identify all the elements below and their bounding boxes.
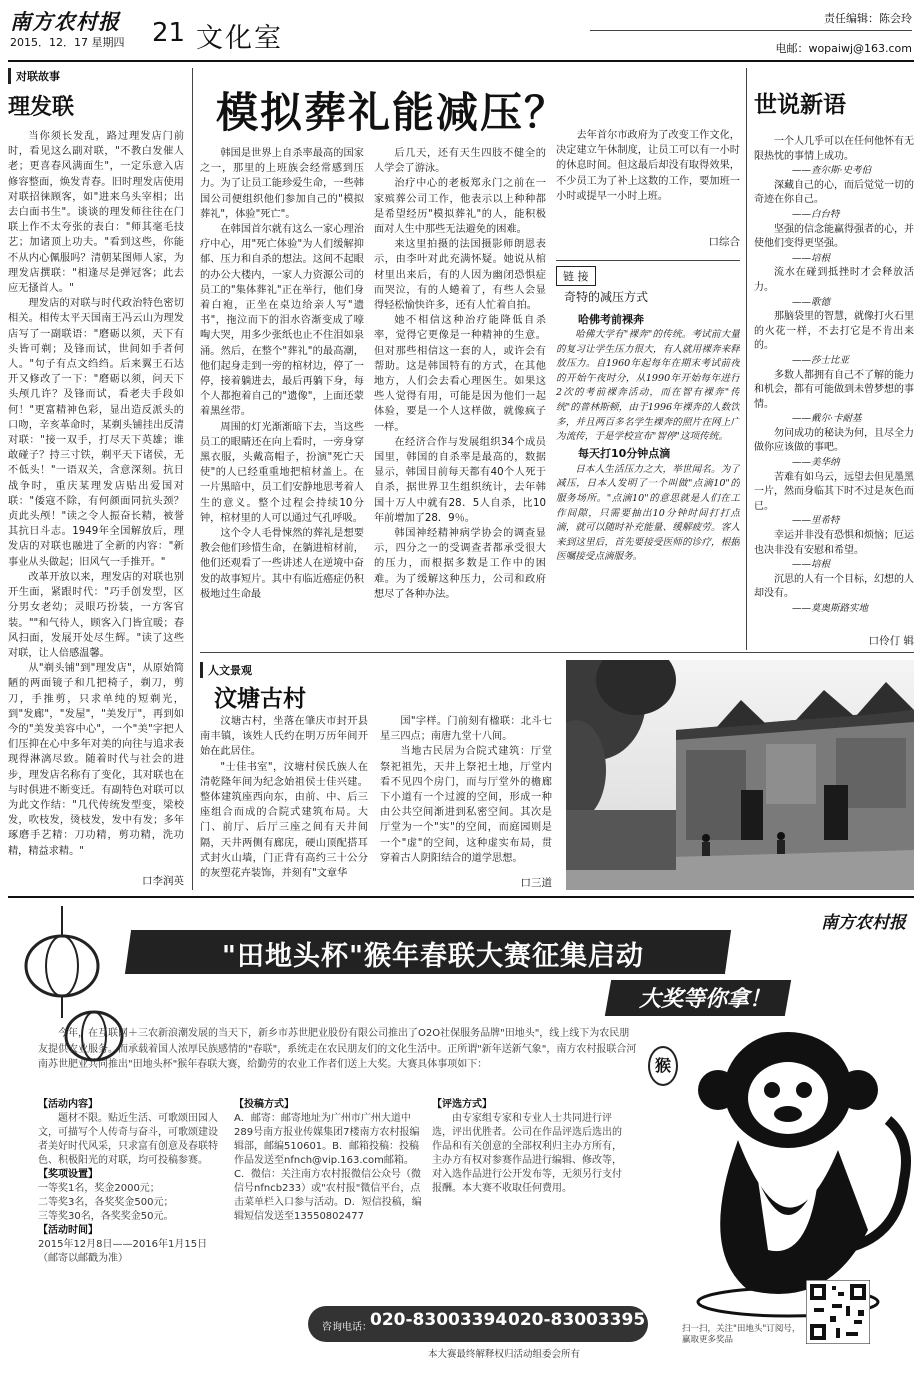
story-byline: 口李润英 [138,873,184,888]
quote-attribution: ——查尔斯·史考伯 [792,165,872,177]
story-body [8,129,184,881]
quote-text: 多数人都拥有自己不了解的能力和机会，都有可能做到未曾梦想的事情。 [754,369,914,410]
ad-headline: "田地头杯"猴年春联大赛征集启动 [221,941,645,972]
quote-text: 幸运并非没有恐惧和烦恼；厄运也决非没有安慰和希望。 [754,530,914,556]
prize-item: 一等奖1名，奖金2000元； [38,1183,160,1194]
info-text: 由专家组专家和专业人士共同进行评选，评出优胜者。公司在作品评选后选出的作品和有关创意的全部权利归主办方所有，主办方有权对参赛作品进行编辑、修改等，对入选作品进行公开发布等，无须另行支付报酬。本大赛不收取任何费用。 [432,1113,622,1194]
paragraph: 她不相信这种治疗能降低自杀率，觉得它更像是一种精神的生意。但对那些相信这一套的人，或许会有帮助。这是韩国特有的方式，在其他地方，人们会去看心理医生。如果这些人觉得有用，可能是因为他们一起体验，要是一个人这样做，就像疯子一样。 [374,315,546,433]
paper-name: 南方农村报 [10,9,120,34]
paragraph: 治疗中心的老板郑永门之前在一家殡葬公司工作，他表示以上种种都是希望经历"模拟葬礼"的人，能积极面对人生中那些无法避免的困难。 [374,178,546,236]
prize-item: 二等奖3名，各奖奖金500元； [38,1197,174,1208]
quote-text: 一个人几乎可以在任何他怀有无限热忱的事情上成功。 [754,136,914,162]
quotes-title: 世说新语 [754,91,846,118]
prize-item: 三等奖30名，各奖奖金50元。 [38,1211,174,1222]
masthead [0,0,922,62]
page-date: 2015．12．17 星期四 [10,36,125,49]
paragraph: 这个令人毛骨悚然的葬礼是想要教会他们珍惜生命，在躺进棺材前，他们还观看了一些讲述人在逆境中奋发的故事短片。其中有临近癌症仍积极地过生命最 [200,528,364,600]
sidebar-label [556,266,596,286]
quote-attribution: ——莫奥斯路实地 [792,603,869,614]
quote-attribution: ——莎士比亚 [792,354,850,366]
paragraph: 改革开放以来，理发店的对联也别开生面，紧跟时代："巧手创发型，区分男女老幼；灵眼巧扮装，一方客官装。""和气待人，顾客入门皆宜暖；春风扫面，发展开处尽生辉。"读了这些对联，让人倍感温馨。 [8,571,184,659]
masthead-rule [8,60,914,62]
sidebar-rule [556,260,740,261]
story-kicker [200,662,558,678]
paragraph: 在经济合作与发展组织34个成员国里，韩国的自杀率是最高的，数据显示，韩国目前每天都有40个人死于自杀，据世界卫生组织统计，去年韩国十万人中就有28．5人自杀，比10年前增加了28．9％。 [374,436,546,524]
main-col-2 [374,146,546,646]
phone-number-2: 020-83003395 [508,1310,646,1330]
editor-credit: 责任编辑：陈会玲 [824,12,912,25]
ad-top-rule [8,896,914,898]
quote-text: 那脑袋里的智慧，就像打火石里的火花一样，不去打它是不肯出来的。 [754,311,914,352]
info-heading: 【活动内容】 [38,1099,98,1110]
sidebar-heading-2: 每天打10分钟点滴 [578,446,671,460]
village-photo-image [566,660,914,890]
section-rule [200,652,914,653]
paragraph: 韩国神经精神病学协会的调查显示，四分之一的受调查者都承受很大的压力，而根据多数是工作中的困难。为了缓解这种压力，公司和政府想尽了各种办法。 [374,528,546,600]
left-story [8,68,184,888]
column-rule [192,68,193,890]
sidebar-heading-1: 哈佛考前裸奔 [578,313,644,326]
qr-code-icon[interactable] [806,1280,870,1344]
paragraph: 从"剃头铺"到"理发店"，从原始简陋的两面镜子和几把椅子，剃刀，剪刀，手推剪，只求单纯的短剃光，到"发廊"，"发屋"，"美发厅"，再到如今的"美发美容中心"，一个"美"字把人们压抑在心中多年对美的向往与追求表现得淋漓尽致。随着时代与社会的进步，理发店名称有了变化，其对联也在与时俱进不断变迁。有副特色对联可以为此文作结："几代传统发型变，梁校发，吹枝发，烫枝发，发中有发；多年琢磨手艺精：刀功精，剪功精，洗功精，精益求精。" [8,663,184,857]
quote-attribution: ——培根 [792,559,831,571]
col3-byline: 口综合 [708,236,740,248]
editor-email: 电邮：wopaiwj@163.com [775,42,912,55]
paragraph: 后几天，还有天生四肢不健全的人学会了游泳。 [374,148,546,175]
seal-text: 猴 [654,1056,671,1075]
masthead-rule-right [590,30,912,31]
info-heading: 【评选方式】 [432,1099,492,1110]
ad-info-col-1 [38,1098,226,1298]
village-photo [566,660,914,890]
quote-text: 沉思的人有一个目标，幻想的人却没有。 [754,573,914,600]
quote-text: 勿问成功的秘诀为何，且尽全力做你应该做的事吧。 [754,427,914,454]
sidebar-text-2: 日本人生活压力之大，举世闻名。为了减压，日本人发明了一个叫做"点滴10"的服务场所。"点滴10"的意思就是人们在工作间隙，只需要抽出10分钟时间打打点滴，就可以随时补充能量、缓解疲劳。客人来到这里后，首先要接受医师的诊疗，根据医嘱接受点滴服务。 [556,463,740,563]
info-text: 2015年12月8日——2016年1月15日（邮寄以邮戳为准） [38,1239,208,1264]
sidebar-content [556,312,740,648]
paragraph: 汶塘古村，坐落在肇庆市封开县南丰镇，该姓人氏约在明万历年间开始在此居住。 [200,716,368,758]
monkey-icon [668,1010,914,1330]
quote-text: 流水在碰到抵挫时才会释放活力。 [754,267,914,293]
info-heading: 【投稿方式】 [234,1099,294,1110]
quote-attribution: ——里希特 [792,515,840,527]
main-story [200,68,740,648]
village-story [200,658,558,890]
story-byline: 口三道 [517,875,553,890]
village-col-2 [380,714,552,890]
info-text: A．邮寄：邮寄地址为广州市广州大道中289号南方报业传媒集团7楼南方农村报编辑部，邮编510601。B．邮箱投稿：投稿作品发送至nfnch@vip.163.com邮箱。C．微信：关注南方农村报微信公众号（微信号nfncb233）或"农村报"微信平台，点击菜单栏入口参与活动。D．短信投稿，编辑短信发送至13550802477 [234,1113,422,1222]
paragraph: "士佳书室"，汶塘村侯氏族人在清乾隆年间为纪念始祖侯士佳兴建。整体建筑座西向东，由前、中、后三座组合而成的合院式建筑布局。大门、前厅、后厅三座之间有天井间隔，天井两侧有廊庑，硬山顶配搭耳式封火山墙，门正背有高约三十公分的灰塑花卉装饰，并刻有"文章华 [200,761,368,880]
quote-text: 深藏自己的心，而后觉觉一切的奇迹在你自己。 [754,179,914,206]
info-text: 题材不限。贴近生活、可歌颂田园人文，可描写个人传奇与奋斗，可歌颂建设者美好时代风采，只求富有创意及春联特色、积极阳光的对联，均可投稿参赛。 [38,1113,218,1166]
quotes-list [754,135,914,615]
phone-number-1: 020-83003394 [370,1310,508,1330]
phone-label: 咨询电话： [322,1322,372,1333]
column-rule [746,68,747,650]
ad-info-col-3 [432,1098,622,1288]
paragraph: 当你须长发乱，路过理发店门前时，看见这么副对联，"不教白发催人老；更喜春风满面生"，一定乐意入店修容整面，焕发青春。旧时理发店使用对联招徕顾客，如"进来乌头宰相；出去白面书生"。谈谈的理发师往往在门联上作不太夸张的表白："师其毫毛技艺；加诸顶上功夫。"看到这些，你能不从内心佩服吗？清朝某图师人家，为理发店撰联："相逢尽是弹冠客；此去应无搔首人。" [8,131,184,295]
quotes-byline: 口伶仃 辑 [868,635,914,647]
quote-attribution: ——美华纳 [792,457,840,469]
quote-attribution: ——白台特 [792,208,840,220]
paragraph: 国"字样。门前刻有楹联：北斗七星三四点；南唐九堂十八间。 [380,716,552,743]
village-col-1 [200,714,368,890]
quote-text: 苦难有如乌云，远望去但见墨黑一片，然而身临其下时不过是灰色而已。 [754,471,914,512]
main-col-1 [200,146,364,646]
col3-intro: 去年首尔市政府为了改变工作文化，决定建立午休制度，让员工可以有一小时的休息时间。但这最后却没有取得效果，不少员工为了补上这数的工作，要加班一小时或提早一小时上班。 [556,130,740,202]
ad-footer: 本大赛最终解释权归活动组委会所有 [428,1349,581,1360]
paragraph: 理发店的对联与时代政治特色密切相关。相传太平天国南王冯云山为理发店写了一副联语："磨砺以须，天下有头皆可剃；及锋而试，世间如手者何人。"句子有点文绉绉。后来翼王石达开又修改了一下："磨砺以须，问天下头颅几许？及锋而试，看老夫手段如何！"更富精神色彩，显出造反派头的口吻，辛亥革命时，某剃头铺挂出反清对联："接一双手，打尽天下英雄；谁敢碰子？持三寸铁，剃平天下诸侯，无不低头！"一语双关，含意深刻。抗日战争时，重庆某理发店贴出爱国对联："倭寇不除，有何颜面同抗头颈？贞此头颅！"读之令人振奋长精，被誉其抗日斗志。1949年全国解放后，理发店的对联也融进了全新的内容："新事业从头做起；旧风气一手推开。" [8,298,184,568]
quote-attribution: ——歌德 [792,296,831,308]
story-title: 理发联 [8,94,75,120]
info-heading: 【奖项设置】 [38,1169,98,1180]
page-number: 21 [152,18,186,48]
section-title: 文化室 [196,23,283,54]
sidebar-title: 奇特的减压方式 [564,290,649,304]
quote-text: 坚强的信念能赢得强者的心，并使他们变得更坚强。 [754,223,914,250]
sidebar-label-text: 链 接 [563,270,589,283]
paragraph: 周围的灯光渐渐暗下去，当这些员工的眼睛还在向上看时，一旁身穿黑衣服，头戴高帽子，扮演"死亡天使"的人已经重重地把棺材盖上。在一片黑暗中，员工们安静地思考着人生的意义。整个过程会持续10分钟，棺材里的人可以通过气孔呼吸。 [200,421,364,524]
paragraph: 韩国是世界上自杀率最高的国家之一，那里的上班族会经常感到压力。为了让员工能珍爱生命，一些韩国公司便组织他们参加自己的"模拟葬礼"，体验"死亡"。 [200,148,364,220]
sidebar-text-1: 哈佛大学有"裸奔"的传统。考试前大量的复习让学生压力很大，有人就用裸奔来释放压力。自1960年起每年在期末考试前夜的开始午夜时分，从1990年开始每年进行2次的考前裸奔活动，而在智有裸奔"传统"的普林斯顿，由于1996年裸奔的人数饮多，并且两百多名学生裸奔的照片在网上广为流传，于是学校宣布"智停"这项传统。 [556,329,740,443]
main-headline: 模拟葬礼能减压？ [216,88,569,137]
ad-subhead: 大奖等你拿！ [638,986,771,1012]
kicker-text: 人文景观 [208,664,252,677]
contest-ad [8,900,914,1368]
ad-brand: 南方农村报 [821,913,906,933]
paragraph: 来这里拍摄的法国摄影师朗恩表示，由李叶对此充满怀疑。她说从棺材里出来后，有的人因为幽闭恐惧症而哭泣，有的人蜷着了，有些人会显得轻松愉快许多，还有人忙着自拍。 [374,239,546,312]
kicker-text: 对联故事 [16,70,60,83]
ad-info-col-2 [234,1098,426,1288]
paragraph: 当地古民居为合院式建筑：厅堂祭祀祖先，天井上祭祀土地，厅堂内看不见四个房门，而与厅堂外的檐廊下小道有一个过渡的空间，形成一种由公共空间渐进到私密空间。其次是厅堂为一个"实"的空间，而庭园则是一个"虚"的空间，这种虚实布局，贯穿着古人阴阳结合的道学思想。 [380,746,552,864]
qr-caption: 扫一扫，关注"田地头"订阅号，赢取更多奖品 [682,1324,801,1345]
story-kicker [8,68,184,84]
ad-intro: 今年，在互联网＋三农新浪潮发展的当天下，新乡市苏世肥业股份有限公司推出了O2O社保服务品牌"田地头"，线上线下为农民朋友提供农业服务。而承载着国人浓厚民族感情的"春联"，系统走在农民朋友们的文化生活中。正所谓"新年送新气象"，南方农村报联合河南苏世肥业共同推出"田地头杯"猴年春联大赛，给勤劳的农业工作者们送上大奖。大赛具体事项如下： [38,1028,637,1070]
paragraph: 在韩国首尔就有这么一家心理治疗中心，用"死亡体验"为人们缓解抑郁、压力和自杀的想法。这间不起眼的办公大楼内，一家人力资源公司的员工的"集体葬礼"正在举行，他们身着白袍，正坐在桌边给亲人写"遗书"，拖泣而下的泪水咨渐变成了嚎啕大哭，用多少张纸也止不住泪如泉涌。然后，在整个"葬礼"的最高潮，他们起身走到一旁的棺材边，停了一停，接着躺进去，最后再躺下身，每个人都抱着自己的"遗像"，上面还蒙着黑丝带。 [200,224,364,418]
story-title: 汶塘古村 [214,685,306,712]
quote-attribution: ——戴尔·卡耐基 [792,413,862,425]
quotes-column [754,68,914,648]
quote-attribution: ——培根 [792,252,831,264]
info-heading: 【活动时间】 [38,1225,98,1236]
main-col-3 [556,128,740,648]
